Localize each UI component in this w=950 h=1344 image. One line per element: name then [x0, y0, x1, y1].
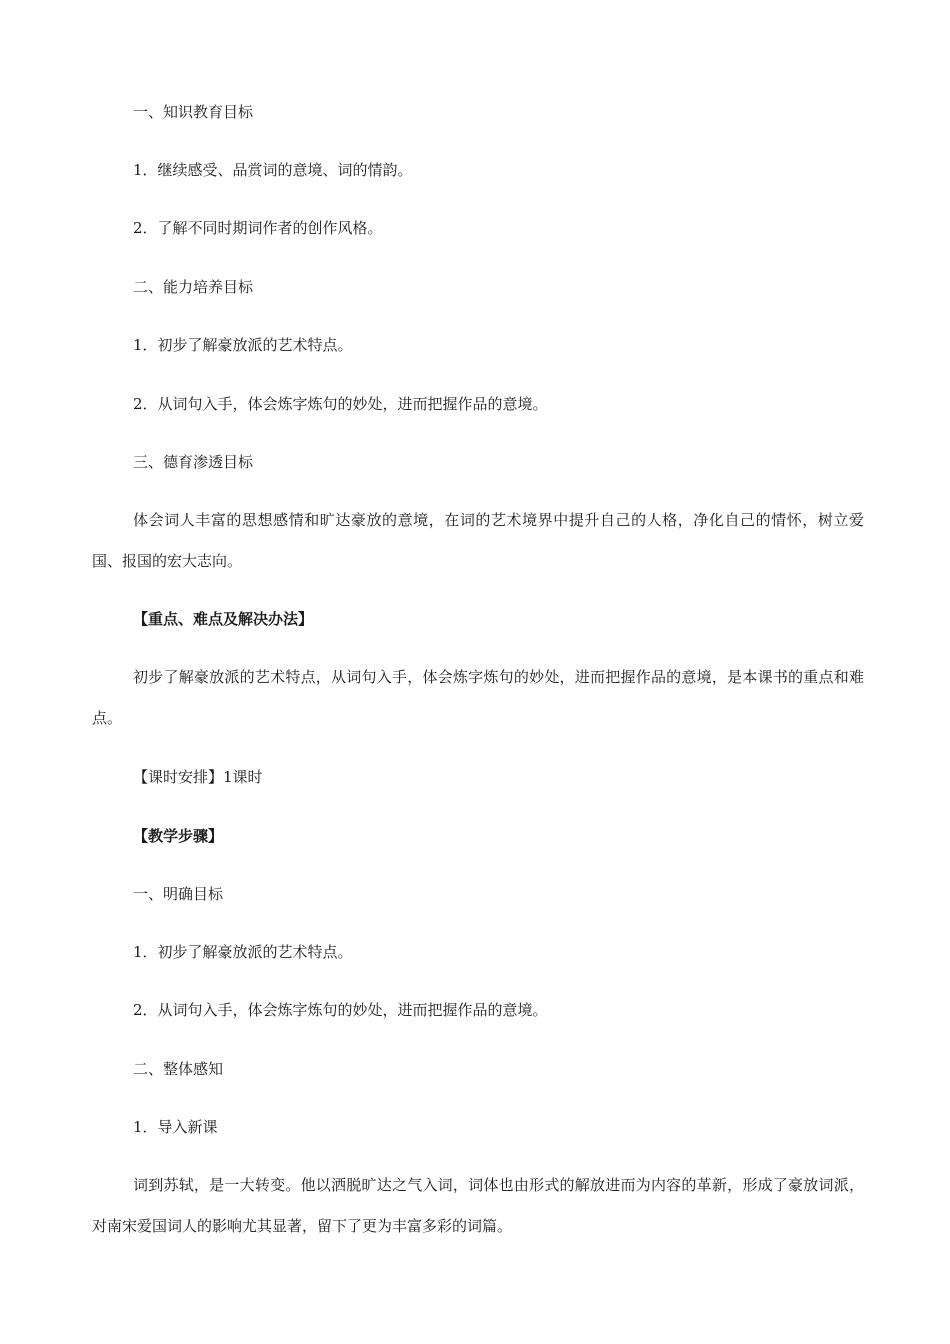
heading-key-points: 【重点、难点及解决办法】 [133, 610, 314, 628]
paragraph-key-points: 初步了解豪放派的艺术特点，从词句入手，体会炼字炼句的妙处，进而把握作品的意境，是本课书的重点和难点。 [92, 668, 864, 727]
list-item: 1．导入新课 [133, 1118, 218, 1136]
section-heading-ability: 二、能力培养目标 [133, 278, 254, 296]
paragraph-moral: 体会词人丰富的思想感情和旷达豪放的意境，在词的艺术境界中提升自己的人格，净化自己的情怀，树立爱国、报国的宏大志向。 [92, 511, 864, 570]
section-heading-knowledge: 一、知识教育目标 [133, 103, 254, 121]
list-item: 1．初步了解豪放派的艺术特点。 [133, 336, 353, 354]
list-item: 1．继续感受、品赏词的意境、词的情韵。 [133, 161, 413, 179]
list-item: 2．从词句入手，体会炼字炼句的妙处，进而把握作品的意境。 [133, 1001, 548, 1019]
class-hours-line: 【课时安排】1课时 [133, 768, 263, 786]
section-heading-goals: 一、明确目标 [133, 885, 224, 903]
section-heading-overview: 二、整体感知 [133, 1060, 224, 1078]
paragraph-intro: 词到苏轼，是一大转变。他以洒脱旷达之气入词，词体也由形式的解放进而为内容的革新，形成了豪放词派，对南宋爱国词人的影响尤其显著，留下了更为丰富多彩的词篇。 [92, 1176, 864, 1235]
list-item: 2．了解不同时期词作者的创作风格。 [133, 219, 383, 237]
section-heading-moral: 三、德育渗透目标 [133, 453, 254, 471]
list-item: 1．初步了解豪放派的艺术特点。 [133, 943, 353, 961]
heading-teaching-steps: 【教学步骤】 [133, 827, 224, 845]
list-item: 2．从词句入手，体会炼字炼句的妙处，进而把握作品的意境。 [133, 395, 548, 413]
